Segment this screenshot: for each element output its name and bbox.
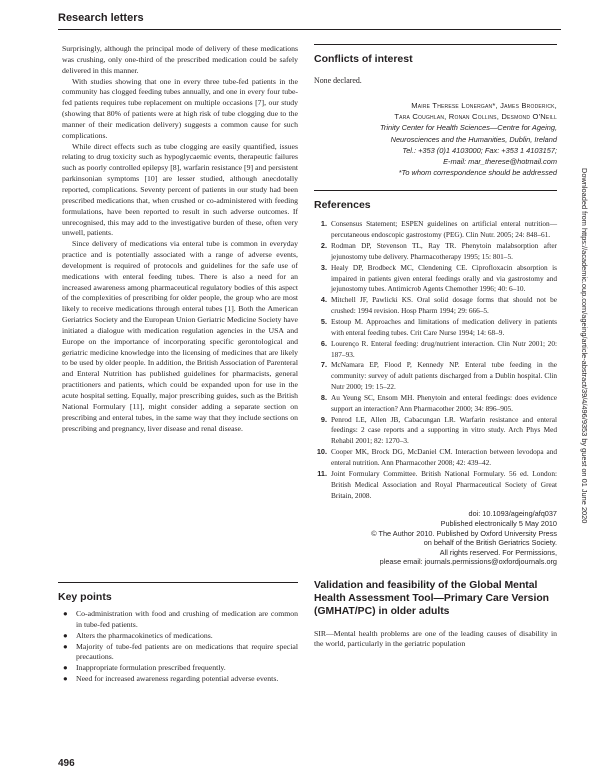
key-points-title: Key points [58,591,112,603]
download-watermark: Downloaded from https://academic.oup.com/ageing/article-abstract/39/4/496/9353 by guest on 01 June 2020 [580,168,589,524]
key-point-text: Alters the pharmacokinetics of medications. [76,630,213,640]
authors-line: Maire Therese Lonergan*, James Broderick, [411,101,557,110]
copyright-line: All rights reserved. For Permissions, [439,547,557,557]
reference-number: 7. [320,360,327,370]
key-point-text: Majority of tube-fed patients are on medications that require special precautions. [76,641,298,662]
copyright-line: on behalf of the British Geriatrics Society. [423,538,557,548]
conflicts-rule [314,44,557,45]
reference-text: McNamara EP, Flood P, Kennedy NP. Enteral tube feeding in the community: survey of adult patients discharged from a Dublin hospital. Clin Nutr 2000; 19: 15–22. [331,360,557,392]
bullet-icon: ● [63,609,68,618]
paragraph: Since delivery of medications via enteral tube is common in everyday practice and is potentially associated with a range of adverse events, development is required of protocols and guidelines for the safe use of medications with enteral feeding tubes. There is also a need for an increased awareness among pharmaceutical regulatory bodies of this aspect of the complexities of prescribing for older people, the group who are most likely to receive medications through enteral tubes [1]. Both the American Geriatrics Society and the European Union Geriatric Medicine Society have initiated a dialogue with medication regulation agencies in the USA and Europe on the importance of incorporating specific gerontological and geriatric medicine knowledge into the licensing of medicines that are likely to be used by older people. In addition, the British Association of Parenteral and Enteral Nutrition has published guidelines for pharmacists, general practitioners and patients, which could be expanded upon for use in the acute hospital setting. Equally, major prescribing guides, such as the British National Formulary [11], might consider adding a separate section on prescribing and enteral tubes, in the same way that they include sections on prescribing and pregnancy, liver disease and renal disease. [62,239,298,433]
copyright-line: © The Author 2010. Published by Oxford University Press [371,528,557,538]
list-item [58,609,298,631]
bullet-icon: ● [63,674,68,684]
running-header: Research letters [58,12,144,24]
reference-text: Joint Formulary Committee. British National Formulary. 56 ed. London: British Medical Association and Royal Pharmaceutical Society of Great Britain, 2008. [331,468,557,500]
list-item [58,663,298,674]
bullet-icon: ● [63,663,68,673]
key-point-text: Need for increased awareness regarding potential adverse events. [76,674,279,684]
reference-item [314,339,557,361]
tel-fax: Tel.: +353 (0)1 4103000; Fax: +353 1 4103157; [402,145,557,155]
references-list [314,219,557,501]
reference-item [314,393,557,415]
header-rule [58,29,561,30]
reference-text: Au Yeung SC, Ensom MH. Phenytoin and enteral feedings: does evidence support an interaction? Ann Pharmacother 2000; 34: 896–905. [331,392,557,413]
reference-text: Healy DP, Brodbeck MC, Clendening CE. Ciprofloxacin absorption is impaired in patients given enteral feedings orally and via gastrostomy and jejunostomy tubes. Antimicrob Agents Chemother 1996; 40: 6–10. [331,262,557,294]
next-article-intro: SIR—Mental health problems are one of the leading causes of disability in the world, particularly in the geriatric population [314,628,557,649]
conflicts-title: Conflicts of interest [314,53,413,65]
doi-block [314,509,557,567]
key-points-list [58,609,298,685]
conflicts-text: None declared. [314,76,362,85]
affiliation-block [314,100,557,178]
permissions-email[interactable]: please email: journals.permissions@oxfordjournals.org [379,557,557,567]
reference-number: 11. [317,468,327,478]
reference-item [314,469,557,502]
published-date: Published electronically 5 May 2010 [440,518,557,528]
reference-number: 8. [320,392,327,402]
reference-number: 4. [320,295,327,305]
reference-text: Mitchell JF, Pawlicki KS. Oral solid dosage forms that should not be crushed: 1994 revision. Hosp Pharm 1994; 29: 666–5. [331,295,557,316]
key-point-text: Inappropriate formulation prescribed frequently. [76,663,226,673]
reference-number: 6. [320,338,327,348]
reference-text: Cooper MK, Brock DG, McDaniel CM. Interaction between levodopa and enteral nutrition. Ann Pharmacother 2008; 42: 439–42. [331,447,557,467]
email-link[interactable]: E-mail: mar_therese@hotmail.com [443,157,557,167]
list-item [58,631,298,642]
reference-number: 10. [316,447,327,457]
authors-line: Tara Coughlan, Ronan Collins, Desmond O'Neill [394,112,557,122]
reference-item [314,415,557,448]
key-points-box [58,582,298,685]
bullet-icon: ● [63,630,68,640]
key-point-text: Co-administration with food and crushing of medication are common in tube-fed patients. [76,609,298,629]
center-line: Trinity Center for Health Sciences—Centre for Ageing, [379,123,557,133]
reference-number: 5. [320,317,327,327]
reference-text: Penrod LE, Allen JB, Cabacungan LR. Warfarin resistance and enteral feedings: 2 case reports and a supporting in vitro study. Arch Phys Med Rehabil 2001; 82: 1270–3. [331,414,557,446]
reference-item [314,360,557,393]
reference-item [314,295,557,317]
list-item [58,642,298,664]
left-column [62,44,298,434]
reference-number: 1. [320,219,327,229]
reference-number: 2. [320,241,327,251]
paragraph: While direct effects such as tube clogging are easily quantified, issues relating to drug toxicity such as hypoglycaemic events, therapeutic failures such as poorly controlled epilepsy [8], warfarin resistance [9] and persistent parkinsonian symptoms [10] are lesser studied, although anecdotally reported, complications. Seventy percent of patients in our study had been prescribed medications that, when crushed or co-administered with feeding formulations, have been reported to result in such adverse outcomes. If unrecognised, this may add to the investigative burden of these, often very unwell, patients. [62,141,298,238]
reference-number: 3. [320,262,327,272]
reference-text: Consensus Statement; ESPEN guidelines on artificial enteral nutrition—percutaneous endoscopic gastrostomy (PEG). Clin Nutr. 2005; 24: 848–61. [331,219,557,240]
center-line: Neurosciences and the Humanities, Dublin, Ireland [390,134,557,144]
right-column [314,44,557,650]
page-number: 496 [58,758,75,769]
paragraph: With studies showing that one in every three tube-fed patients in the community has clogged feeding tubes annually, and one in every four tube-fed patients requires tube replacement on multiple occasions [7], our study (showing that 80% of patients were at high risk of tube clogging due to the manner of their medication delivery) suggests a common cause for such complications. [62,76,298,140]
reference-item [314,317,557,339]
references-title: References [314,199,371,212]
list-item [58,674,298,685]
reference-item [314,263,557,296]
left-body-text [62,44,298,434]
next-article-title: Validation and feasibility of the Global Mental Health Assessment Tool—Primary Care Version (GMHAT/PC) in older adults [314,579,550,618]
correspondence-note: *To whom correspondence should be addressed [398,168,557,178]
reference-item [314,447,557,469]
doi-text[interactable]: doi: 10.1093/ageing/afq037 [468,509,557,519]
paragraph: Surprisingly, although the principal mode of delivery of these medications was crushing, only one-third of the prescribed medication could be safely delivered in this manner. [62,44,298,75]
reference-text: Lourenço R. Enteral feeding: drug/nutrient interaction. Clin Nutr 2001; 20: 187–93. [331,338,557,359]
reference-item [314,241,557,263]
reference-number: 9. [320,414,327,424]
references-rule [314,190,557,191]
bullet-icon: ● [63,641,68,651]
reference-item [314,219,557,241]
reference-text: Estoup M. Approaches and limitations of medication delivery in patients with enteral feeding tubes. Crit Care Nurse 1994; 14: 68–9. [331,317,557,337]
reference-text: Rodman DP, Stevenson TL, Ray TR. Phenytoin malabsorption after jejunostomy tube delivery. Pharmacotherapy 1995; 15: 801–5. [331,241,557,261]
key-points-rule [58,582,298,583]
